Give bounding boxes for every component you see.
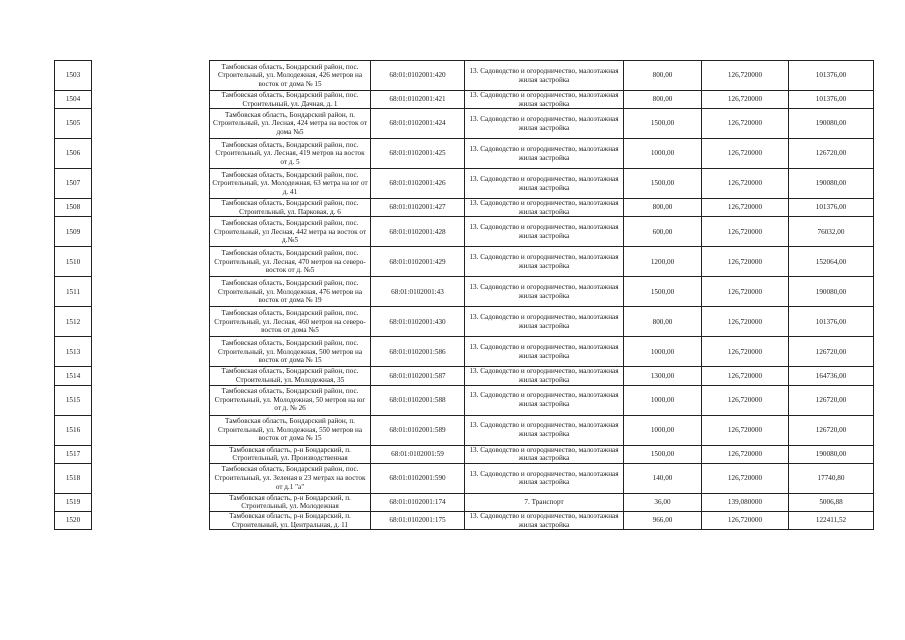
row-specific-value: 126,720000 xyxy=(702,109,789,139)
row-cadastral-number: 68:01:0102001:589 xyxy=(371,415,465,445)
row-land-use: 13. Садоводство и огородничество, малоэтажная жилая застройка xyxy=(465,511,624,529)
row-cadastral-number: 68:01:0102001:586 xyxy=(371,337,465,367)
row-land-use: 13. Садоводство и огородничество, малоэтажная жилая застройка xyxy=(465,169,624,199)
row-land-use: 13. Садоводство и огородничество, малоэтажная жилая застройка xyxy=(465,199,624,217)
blank-cell xyxy=(92,91,210,109)
row-area: 1000,00 xyxy=(624,337,702,367)
row-address: Тамбовская область, р-н Бондарский, п. Строительный, ул. Производственная xyxy=(210,445,371,463)
row-specific-value: 126,720000 xyxy=(702,307,789,337)
table-row xyxy=(55,415,874,445)
row-address: Тамбовская область, Бондарский район, пос. Строительный, ул. Молодежная, 500 метров на восток от дома № 15 xyxy=(210,337,371,367)
row-area: 800,00 xyxy=(624,91,702,109)
blank-cell xyxy=(92,169,210,199)
row-number: 1510 xyxy=(55,247,92,277)
row-area: 1000,00 xyxy=(624,385,702,415)
table-row xyxy=(55,511,874,529)
row-land-use: 13. Садоводство и огородничество, малоэтажная жилая застройка xyxy=(465,463,624,493)
row-area: 600,00 xyxy=(624,217,702,247)
row-land-use: 13. Садоводство и огородничество, малоэтажная жилая застройка xyxy=(465,139,624,169)
row-specific-value: 126,720000 xyxy=(702,217,789,247)
blank-cell xyxy=(92,307,210,337)
row-cadastral-value: 76032,00 xyxy=(789,217,874,247)
blank-cell xyxy=(92,337,210,367)
row-number: 1507 xyxy=(55,169,92,199)
row-cadastral-value: 101376,00 xyxy=(789,61,874,91)
table-body xyxy=(55,61,874,530)
row-number: 1512 xyxy=(55,307,92,337)
row-cadastral-number: 68:01:0102001:426 xyxy=(371,169,465,199)
row-land-use: 13. Садоводство и огородничество, малоэтажная жилая застройка xyxy=(465,217,624,247)
row-address: Тамбовская область, Бондарский район, пос. Строительный, ул Лесная, 442 метра на восток от д.№5 xyxy=(210,217,371,247)
table-row xyxy=(55,169,874,199)
row-number: 1513 xyxy=(55,337,92,367)
row-cadastral-value: 190080,00 xyxy=(789,169,874,199)
row-address: Тамбовская область, Бондарский район, пос. Строительный, ул. Молодежная, 426 метров на восток от дома № 15 xyxy=(210,61,371,91)
row-area: 800,00 xyxy=(624,61,702,91)
row-area: 1500,00 xyxy=(624,277,702,307)
blank-cell xyxy=(92,493,210,511)
row-number: 1514 xyxy=(55,367,92,385)
table-row xyxy=(55,445,874,463)
row-number: 1520 xyxy=(55,511,92,529)
table-row xyxy=(55,217,874,247)
blank-cell xyxy=(92,445,210,463)
row-area: 1200,00 xyxy=(624,247,702,277)
row-cadastral-value: 152064,00 xyxy=(789,247,874,277)
row-specific-value: 126,720000 xyxy=(702,445,789,463)
row-number: 1518 xyxy=(55,463,92,493)
row-address: Тамбовская область, Бондарский район, пос. Строительный, ул. Парковая, д. 6 xyxy=(210,199,371,217)
row-cadastral-number: 68:01:0102001:427 xyxy=(371,199,465,217)
blank-cell xyxy=(92,367,210,385)
row-address: Тамбовская область, Бондарский район, пос. Строительный, ул. Молодежная, 63 метра на юг от д. 41 xyxy=(210,169,371,199)
table-row xyxy=(55,277,874,307)
row-cadastral-number: 68:01:0102001:587 xyxy=(371,367,465,385)
row-number: 1517 xyxy=(55,445,92,463)
row-cadastral-value: 190080,00 xyxy=(789,277,874,307)
blank-cell xyxy=(92,109,210,139)
row-specific-value: 126,720000 xyxy=(702,169,789,199)
blank-cell xyxy=(92,217,210,247)
row-specific-value: 126,720000 xyxy=(702,415,789,445)
row-specific-value: 126,720000 xyxy=(702,139,789,169)
row-area: 966,00 xyxy=(624,511,702,529)
row-specific-value: 126,720000 xyxy=(702,385,789,415)
row-address: Тамбовская область, Бондарский район, пос. Строительный, ул. Дачная, д. 1 xyxy=(210,91,371,109)
blank-cell xyxy=(92,199,210,217)
row-number: 1509 xyxy=(55,217,92,247)
row-cadastral-value: 164736,00 xyxy=(789,367,874,385)
row-number: 1515 xyxy=(55,385,92,415)
row-specific-value: 139,080000 xyxy=(702,493,789,511)
row-specific-value: 126,720000 xyxy=(702,367,789,385)
row-cadastral-value: 126720,00 xyxy=(789,415,874,445)
row-cadastral-number: 68:01:0102001:59 xyxy=(371,445,465,463)
table-row xyxy=(55,463,874,493)
row-address: Тамбовская область, Бондарский район, пос. Строительный, ул. Молодежная, 35 xyxy=(210,367,371,385)
row-cadastral-value: 126720,00 xyxy=(789,337,874,367)
row-cadastral-value: 126720,00 xyxy=(789,139,874,169)
row-cadastral-number: 68:01:0102001:421 xyxy=(371,91,465,109)
blank-cell xyxy=(92,415,210,445)
row-cadastral-value: 190080,00 xyxy=(789,445,874,463)
row-land-use: 13. Садоводство и огородничество, малоэтажная жилая застройка xyxy=(465,385,624,415)
row-land-use: 13. Садоводство и огородничество, малоэтажная жилая застройка xyxy=(465,445,624,463)
row-land-use: 13. Садоводство и огородничество, малоэтажная жилая застройка xyxy=(465,415,624,445)
table-row xyxy=(55,385,874,415)
row-address: Тамбовская область, Бондарский район, пос. Строительный, ул. Молодежная, 50 метров на юг от д. № 26 xyxy=(210,385,371,415)
row-cadastral-value: 101376,00 xyxy=(789,91,874,109)
row-cadastral-number: 68:01:0102001:429 xyxy=(371,247,465,277)
row-address: Тамбовская область, Бондарский район, пос. Строительный, ул. Лесная, 470 метров на северо-восток от д. №5 xyxy=(210,247,371,277)
row-cadastral-number: 68:01:0102001:428 xyxy=(371,217,465,247)
row-specific-value: 126,720000 xyxy=(702,247,789,277)
row-cadastral-value: 101376,00 xyxy=(789,199,874,217)
row-specific-value: 126,720000 xyxy=(702,199,789,217)
land-valuation-table xyxy=(54,60,874,530)
row-cadastral-number: 68:01:0102001:590 xyxy=(371,463,465,493)
row-specific-value: 126,720000 xyxy=(702,61,789,91)
row-number: 1508 xyxy=(55,199,92,217)
row-land-use: 13. Садоводство и огородничество, малоэтажная жилая застройка xyxy=(465,307,624,337)
row-land-use: 13. Садоводство и огородничество, малоэтажная жилая застройка xyxy=(465,247,624,277)
row-address: Тамбовская область, Бондарский район, пос. Строительный, ул. Лесная, 460 метров на северо-восток от дома №5 xyxy=(210,307,371,337)
row-cadastral-value: 122411,52 xyxy=(789,511,874,529)
row-number: 1516 xyxy=(55,415,92,445)
table-row xyxy=(55,109,874,139)
row-number: 1506 xyxy=(55,139,92,169)
table-row xyxy=(55,91,874,109)
row-address: Тамбовская область, Бондарский район, пос. Строительный, ул. Зеленая в 23 метрах на восток от д.1 "а" xyxy=(210,463,371,493)
row-cadastral-number: 68:01:0102001:425 xyxy=(371,139,465,169)
row-address: Тамбовская область, Бондарский район, пос. Строительный, ул. Лесная, 419 метров на восток от д. 5 xyxy=(210,139,371,169)
row-cadastral-number: 68:01:0102001:43 xyxy=(371,277,465,307)
blank-cell xyxy=(92,247,210,277)
row-number: 1504 xyxy=(55,91,92,109)
row-area: 1500,00 xyxy=(624,169,702,199)
table-row xyxy=(55,199,874,217)
row-number: 1519 xyxy=(55,493,92,511)
row-specific-value: 126,720000 xyxy=(702,511,789,529)
row-address: Тамбовская область, Бондарский район, пос. Строительный, ул. Молодежная, 476 метров на восток от дома № 19 xyxy=(210,277,371,307)
row-area: 36,00 xyxy=(624,493,702,511)
table-row xyxy=(55,247,874,277)
row-area: 1000,00 xyxy=(624,139,702,169)
blank-cell xyxy=(92,511,210,529)
row-specific-value: 126,720000 xyxy=(702,463,789,493)
row-cadastral-value: 101376,00 xyxy=(789,307,874,337)
row-number: 1505 xyxy=(55,109,92,139)
row-number: 1511 xyxy=(55,277,92,307)
row-specific-value: 126,720000 xyxy=(702,337,789,367)
table-row xyxy=(55,493,874,511)
blank-cell xyxy=(92,139,210,169)
row-number: 1503 xyxy=(55,61,92,91)
blank-cell xyxy=(92,463,210,493)
row-cadastral-value: 190080,00 xyxy=(789,109,874,139)
row-land-use: 13. Садоводство и огородничество, малоэтажная жилая застройка xyxy=(465,109,624,139)
row-cadastral-number: 68:01:0102001:174 xyxy=(371,493,465,511)
table-row xyxy=(55,367,874,385)
row-land-use: 13. Садоводство и огородничество, малоэтажная жилая застройка xyxy=(465,337,624,367)
row-land-use: 13. Садоводство и огородничество, малоэтажная жилая застройка xyxy=(465,277,624,307)
row-cadastral-value: 5006,88 xyxy=(789,493,874,511)
row-cadastral-number: 68:01:0102001:588 xyxy=(371,385,465,415)
row-area: 800,00 xyxy=(624,199,702,217)
row-address: Тамбовская область, Бондарский район, п. Строительный, ул. Лесная, 424 метра на восток от дома №5 xyxy=(210,109,371,139)
row-cadastral-number: 68:01:0102001:424 xyxy=(371,109,465,139)
row-cadastral-value: 17740,80 xyxy=(789,463,874,493)
row-land-use: 13. Садоводство и огородничество, малоэтажная жилая застройка xyxy=(465,367,624,385)
row-land-use: 7. Транспорт xyxy=(465,493,624,511)
row-area: 1300,00 xyxy=(624,367,702,385)
table-row xyxy=(55,307,874,337)
row-address: Тамбовская область, Бондарский район, п. Строительный, ул. Молодежная, 550 метров на восток от дома № 15 xyxy=(210,415,371,445)
row-cadastral-number: 68:01:0102001:175 xyxy=(371,511,465,529)
row-cadastral-value: 126720,00 xyxy=(789,385,874,415)
row-specific-value: 126,720000 xyxy=(702,277,789,307)
row-area: 800,00 xyxy=(624,307,702,337)
blank-cell xyxy=(92,385,210,415)
row-area: 1000,00 xyxy=(624,415,702,445)
row-address: Тамбовская область, р-н Бондарский, п. Строительный, ул. Молодежная xyxy=(210,493,371,511)
row-specific-value: 126,720000 xyxy=(702,91,789,109)
row-cadastral-number: 68:01:0102001:420 xyxy=(371,61,465,91)
row-area: 140,00 xyxy=(624,463,702,493)
row-land-use: 13. Садоводство и огородничество, малоэтажная жилая застройка xyxy=(465,91,624,109)
blank-cell xyxy=(92,277,210,307)
table-row xyxy=(55,61,874,91)
table-row xyxy=(55,139,874,169)
row-area: 1500,00 xyxy=(624,445,702,463)
table-row xyxy=(55,337,874,367)
row-land-use: 13. Садоводство и огородничество, малоэтажная жилая застройка xyxy=(465,61,624,91)
row-address: Тамбовская область, р-н Бондарский, п. Строительный, ул. Центральная, д. 11 xyxy=(210,511,371,529)
row-area: 1500,00 xyxy=(624,109,702,139)
row-cadastral-number: 68:01:0102001:430 xyxy=(371,307,465,337)
blank-cell xyxy=(92,61,210,91)
